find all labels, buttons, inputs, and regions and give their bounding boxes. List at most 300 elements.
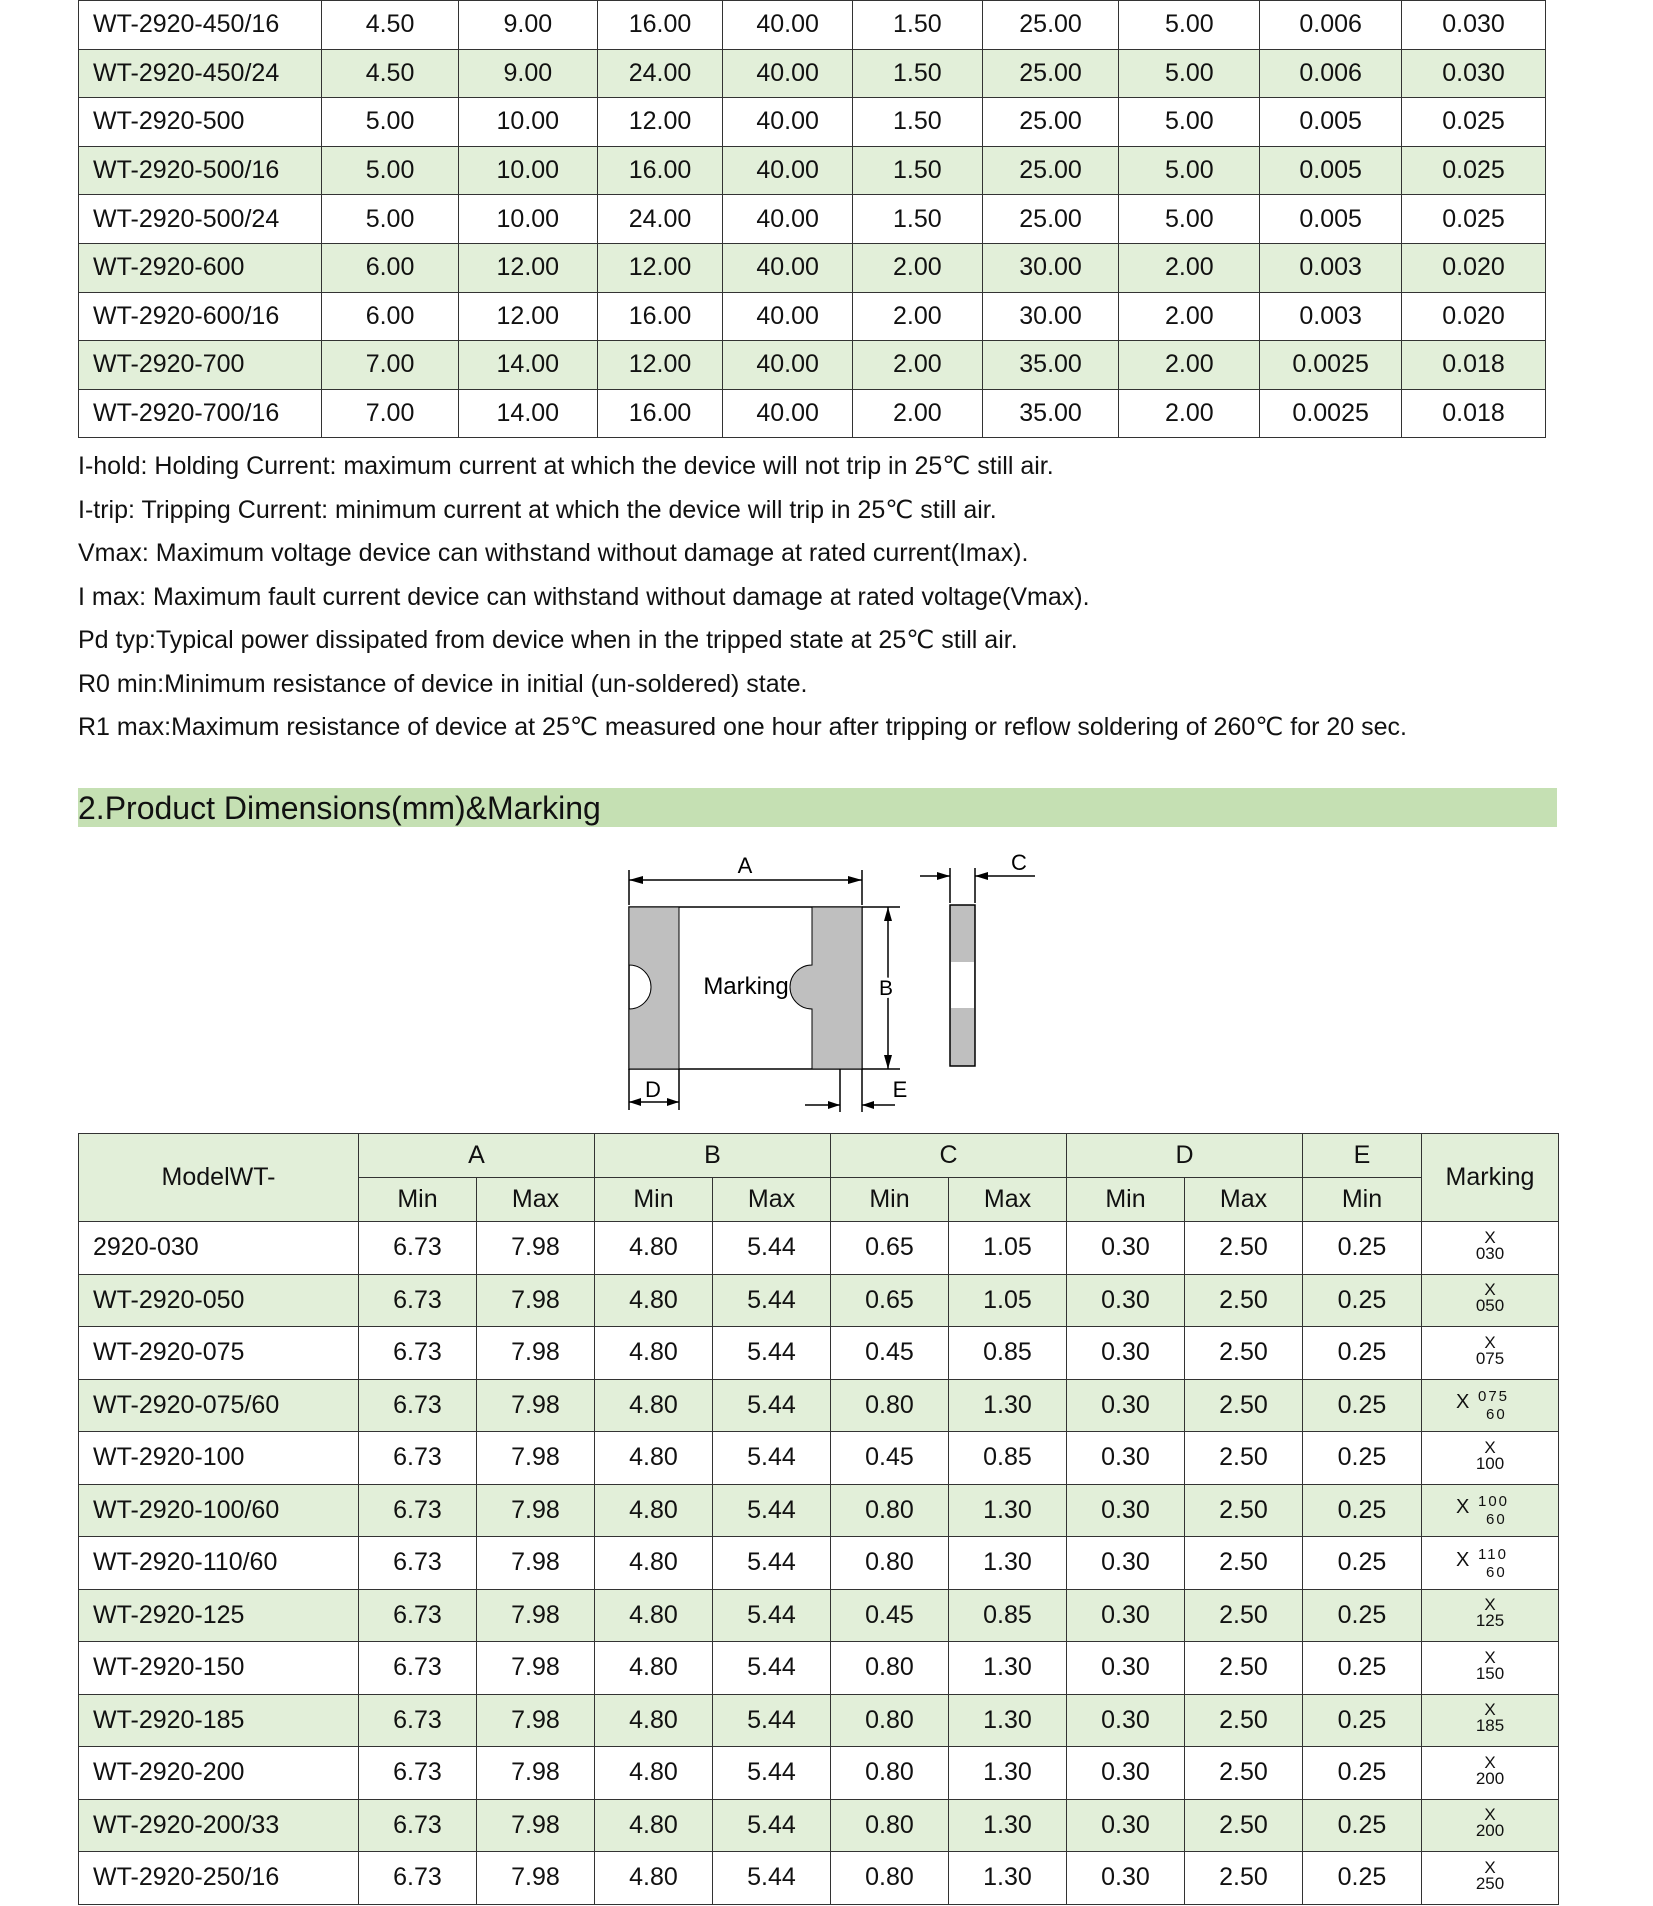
value-cell: 0.30 — [1067, 1747, 1185, 1800]
value-cell: 0.25 — [1303, 1694, 1422, 1747]
value-cell: 5.00 — [1119, 49, 1260, 98]
value-cell: 2.50 — [1185, 1222, 1303, 1275]
marking-current-code: 250 — [1475, 1873, 1505, 1893]
model-cell: WT-2920-100/60 — [79, 1484, 359, 1537]
value-cell: 30.00 — [982, 243, 1119, 292]
marking-current-code: 125 — [1475, 1611, 1505, 1631]
table-row — [79, 1799, 1559, 1852]
value-cell: 5.44 — [713, 1379, 831, 1432]
table-row — [79, 1642, 1559, 1695]
label-b: B — [878, 977, 894, 1000]
model-cell: WT-2920-075 — [79, 1327, 359, 1380]
value-cell: 25.00 — [982, 1, 1119, 50]
value-cell: 0.30 — [1067, 1537, 1185, 1590]
value-cell: 5.44 — [713, 1432, 831, 1485]
value-cell: 5.44 — [713, 1274, 831, 1327]
dimensions-table — [78, 1133, 1559, 1905]
section-title: 2.Product Dimensions(mm)&Marking — [78, 788, 1557, 827]
value-cell: 40.00 — [723, 49, 853, 98]
value-cell: 35.00 — [982, 341, 1119, 390]
value-cell: 4.80 — [595, 1379, 713, 1432]
value-cell: 7.98 — [477, 1537, 595, 1590]
marking-cell — [1422, 1799, 1559, 1852]
value-cell: 24.00 — [597, 195, 723, 244]
value-cell: 12.00 — [597, 341, 723, 390]
value-cell: 0.0025 — [1260, 341, 1402, 390]
marking-code — [1450, 1855, 1530, 1901]
value-cell: 0.45 — [831, 1327, 949, 1380]
value-cell: 12.00 — [458, 292, 597, 341]
value-cell: 0.020 — [1402, 292, 1546, 341]
marking-code — [1450, 1330, 1530, 1376]
value-cell: 4.80 — [595, 1589, 713, 1642]
value-cell: 2.00 — [1119, 292, 1260, 341]
table-row — [79, 1484, 1559, 1537]
marking-cell — [1422, 1852, 1559, 1905]
table-row — [79, 341, 1546, 390]
value-cell: 0.018 — [1402, 341, 1546, 390]
marking-code — [1450, 1435, 1530, 1481]
value-cell: 4.80 — [595, 1537, 713, 1590]
marking-cell — [1422, 1222, 1559, 1275]
value-cell: 35.00 — [982, 389, 1119, 438]
value-cell: 4.80 — [595, 1274, 713, 1327]
value-cell: 1.30 — [949, 1799, 1067, 1852]
value-cell: 9.00 — [458, 1, 597, 50]
value-cell: 6.73 — [359, 1432, 477, 1485]
marking-x: X — [1484, 1647, 1496, 1667]
model-cell: WT-2920-600/16 — [79, 292, 322, 341]
value-cell: 2.50 — [1185, 1589, 1303, 1642]
marking-current-code: 100 — [1478, 1493, 1510, 1511]
dimensions-table-body — [79, 1222, 1559, 1905]
model-cell: WT-2920-050 — [79, 1274, 359, 1327]
value-cell: 0.25 — [1303, 1799, 1422, 1852]
value-cell: 4.50 — [322, 1, 459, 50]
marking-cell — [1422, 1432, 1559, 1485]
value-cell: 6.00 — [322, 292, 459, 341]
value-cell: 16.00 — [597, 1, 723, 50]
header-group-b: B — [595, 1134, 831, 1178]
value-cell: 7.98 — [477, 1484, 595, 1537]
model-cell: WT-2920-200/33 — [79, 1799, 359, 1852]
note-pd: Pd typ:Typical power dissipated from device when in the tripped state at 25℃ still air. — [78, 626, 1018, 654]
marking-voltage-code: 60 — [1486, 1511, 1507, 1529]
definitions-notes — [78, 445, 1578, 750]
label-c: C — [1011, 850, 1027, 875]
model-cell: WT-2920-250/16 — [79, 1852, 359, 1905]
value-cell: 2.50 — [1185, 1694, 1303, 1747]
value-cell: 0.80 — [831, 1379, 949, 1432]
marking-cell — [1422, 1589, 1559, 1642]
value-cell: 7.00 — [322, 389, 459, 438]
value-cell: 5.00 — [1119, 98, 1260, 147]
value-cell: 0.25 — [1303, 1589, 1422, 1642]
label-a: A — [737, 853, 753, 878]
value-cell: 40.00 — [723, 98, 853, 147]
header-sub: Min — [831, 1178, 949, 1222]
value-cell: 2.50 — [1185, 1799, 1303, 1852]
value-cell: 5.44 — [713, 1589, 831, 1642]
value-cell: 7.98 — [477, 1432, 595, 1485]
value-cell: 2.50 — [1185, 1484, 1303, 1537]
value-cell: 0.006 — [1260, 49, 1402, 98]
marking-code — [1450, 1277, 1530, 1323]
value-cell: 7.98 — [477, 1222, 595, 1275]
value-cell: 1.05 — [949, 1222, 1067, 1275]
value-cell: 16.00 — [597, 146, 723, 195]
value-cell: 6.73 — [359, 1484, 477, 1537]
model-cell: WT-2920-200 — [79, 1747, 359, 1800]
value-cell: 6.73 — [359, 1589, 477, 1642]
marking-current-code: 200 — [1475, 1821, 1505, 1841]
value-cell: 40.00 — [723, 195, 853, 244]
value-cell: 0.005 — [1260, 146, 1402, 195]
value-cell: 0.005 — [1260, 98, 1402, 147]
value-cell: 40.00 — [723, 292, 853, 341]
value-cell: 0.30 — [1067, 1222, 1185, 1275]
value-cell: 5.00 — [1119, 1, 1260, 50]
marking-code — [1450, 1750, 1530, 1796]
value-cell: 4.80 — [595, 1327, 713, 1380]
value-cell: 5.00 — [1119, 146, 1260, 195]
value-cell: 1.30 — [949, 1747, 1067, 1800]
value-cell: 2.50 — [1185, 1379, 1303, 1432]
note-imax: I max: Maximum fault current device can withstand without damage at rated voltage(Vmax). — [78, 582, 1090, 611]
value-cell: 0.80 — [831, 1694, 949, 1747]
table-row — [79, 1589, 1559, 1642]
spec-table — [78, 0, 1546, 438]
marking-x: X — [1484, 1805, 1496, 1825]
header-sub: Min — [1303, 1178, 1422, 1222]
value-cell: 0.25 — [1303, 1852, 1422, 1905]
marking-code — [1450, 1802, 1530, 1848]
value-cell: 7.98 — [477, 1379, 595, 1432]
marking-code — [1450, 1592, 1530, 1638]
value-cell: 2.50 — [1185, 1642, 1303, 1695]
value-cell: 25.00 — [982, 98, 1119, 147]
value-cell: 0.30 — [1067, 1327, 1185, 1380]
model-cell: WT-2920-075/60 — [79, 1379, 359, 1432]
header-sub: Max — [949, 1178, 1067, 1222]
value-cell: 12.00 — [597, 243, 723, 292]
header-sub: Min — [359, 1178, 477, 1222]
table-row — [79, 49, 1546, 98]
value-cell: 5.44 — [713, 1852, 831, 1905]
value-cell: 7.98 — [477, 1274, 595, 1327]
value-cell: 1.50 — [853, 49, 983, 98]
value-cell: 16.00 — [597, 292, 723, 341]
value-cell: 1.50 — [853, 98, 983, 147]
value-cell: 2.50 — [1185, 1274, 1303, 1327]
marking-x: X — [1484, 1332, 1496, 1352]
value-cell: 12.00 — [597, 98, 723, 147]
model-cell: WT-2920-110/60 — [79, 1537, 359, 1590]
marking-x: X — [1484, 1595, 1496, 1615]
value-cell: 5.44 — [713, 1642, 831, 1695]
marking-current-code: 150 — [1475, 1663, 1505, 1683]
model-cell: WT-2920-185 — [79, 1694, 359, 1747]
value-cell: 0.30 — [1067, 1852, 1185, 1905]
header-marking: Marking — [1422, 1134, 1559, 1222]
model-cell: WT-2920-100 — [79, 1432, 359, 1485]
value-cell: 4.80 — [595, 1747, 713, 1800]
marking-x: X — [1484, 1280, 1496, 1300]
value-cell: 0.020 — [1402, 243, 1546, 292]
value-cell: 7.98 — [477, 1589, 595, 1642]
marking-cell — [1422, 1642, 1559, 1695]
label-d: D — [645, 1077, 661, 1102]
marking-code — [1450, 1697, 1530, 1743]
table-row — [79, 1222, 1559, 1275]
value-cell: 0.025 — [1402, 98, 1546, 147]
value-cell: 0.025 — [1402, 195, 1546, 244]
model-cell: WT-2920-500/16 — [79, 146, 322, 195]
model-cell: WT-2920-125 — [79, 1589, 359, 1642]
value-cell: 5.44 — [713, 1222, 831, 1275]
value-cell: 14.00 — [458, 341, 597, 390]
value-cell: 6.73 — [359, 1852, 477, 1905]
value-cell: 4.50 — [322, 49, 459, 98]
marking-current-code: 185 — [1475, 1716, 1505, 1736]
value-cell: 1.30 — [949, 1537, 1067, 1590]
value-cell: 1.30 — [949, 1484, 1067, 1537]
value-cell: 0.30 — [1067, 1432, 1185, 1485]
value-cell: 25.00 — [982, 195, 1119, 244]
value-cell: 2.00 — [1119, 389, 1260, 438]
value-cell: 0.80 — [831, 1642, 949, 1695]
marking-current-code: 200 — [1475, 1768, 1505, 1788]
value-cell: 10.00 — [458, 146, 597, 195]
marking-code — [1450, 1540, 1530, 1586]
value-cell: 2.00 — [1119, 243, 1260, 292]
value-cell: 2.50 — [1185, 1537, 1303, 1590]
value-cell: 0.85 — [949, 1589, 1067, 1642]
value-cell: 0.80 — [831, 1852, 949, 1905]
note-r0: R0 min:Minimum resistance of device in initial (un-soldered) state. — [78, 669, 808, 698]
header-model: ModelWT- — [79, 1134, 359, 1222]
value-cell: 1.05 — [949, 1274, 1067, 1327]
marking-cell — [1422, 1694, 1559, 1747]
value-cell: 5.44 — [713, 1799, 831, 1852]
value-cell: 0.25 — [1303, 1484, 1422, 1537]
marking-x: X — [1456, 1548, 1470, 1571]
header-sub: Max — [1185, 1178, 1303, 1222]
header-group-e: E — [1303, 1134, 1422, 1178]
value-cell: 1.30 — [949, 1642, 1067, 1695]
value-cell: 0.25 — [1303, 1222, 1422, 1275]
value-cell: 25.00 — [982, 146, 1119, 195]
value-cell: 0.018 — [1402, 389, 1546, 438]
value-cell: 2.50 — [1185, 1432, 1303, 1485]
value-cell: 0.006 — [1260, 1, 1402, 50]
value-cell: 0.25 — [1303, 1379, 1422, 1432]
table-row — [79, 1274, 1559, 1327]
note-itrip: I-trip: Tripping Current: minimum current at which the device will trip in 25℃ still air. — [78, 495, 997, 524]
value-cell: 5.00 — [322, 195, 459, 244]
value-cell: 5.00 — [322, 98, 459, 147]
marking-x: X — [1484, 1227, 1496, 1247]
table-row — [79, 195, 1546, 244]
marking-cell — [1422, 1327, 1559, 1380]
spec-table-body — [79, 1, 1546, 438]
model-cell: WT-2920-500 — [79, 98, 322, 147]
marking-code — [1450, 1487, 1530, 1533]
value-cell: 0.025 — [1402, 146, 1546, 195]
value-cell: 6.73 — [359, 1537, 477, 1590]
value-cell: 40.00 — [723, 1, 853, 50]
dimension-diagram — [600, 840, 1070, 1120]
value-cell: 4.80 — [595, 1852, 713, 1905]
value-cell: 12.00 — [458, 243, 597, 292]
header-sub: Min — [1067, 1178, 1185, 1222]
model-cell: 2920-030 — [79, 1222, 359, 1275]
value-cell: 0.005 — [1260, 195, 1402, 244]
value-cell: 4.80 — [595, 1799, 713, 1852]
note-ihold: I-hold: Holding Current: maximum current at which the device will not trip in 25℃ still air. — [78, 452, 1054, 480]
value-cell: 7.98 — [477, 1694, 595, 1747]
value-cell: 40.00 — [723, 146, 853, 195]
model-cell: WT-2920-450/24 — [79, 49, 322, 98]
table-row — [79, 1432, 1559, 1485]
value-cell: 0.30 — [1067, 1642, 1185, 1695]
value-cell: 0.65 — [831, 1274, 949, 1327]
value-cell: 1.50 — [853, 146, 983, 195]
value-cell: 0.25 — [1303, 1537, 1422, 1590]
value-cell: 6.73 — [359, 1327, 477, 1380]
value-cell: 0.030 — [1402, 1, 1546, 50]
value-cell: 40.00 — [723, 389, 853, 438]
header-group-a: A — [359, 1134, 595, 1178]
value-cell: 1.30 — [949, 1694, 1067, 1747]
value-cell: 0.45 — [831, 1589, 949, 1642]
marking-voltage-code: 60 — [1486, 1406, 1507, 1424]
value-cell: 0.25 — [1303, 1642, 1422, 1695]
value-cell: 0.25 — [1303, 1274, 1422, 1327]
value-cell: 6.73 — [359, 1747, 477, 1800]
value-cell: 0.30 — [1067, 1274, 1185, 1327]
value-cell: 4.80 — [595, 1432, 713, 1485]
header-sub: Min — [595, 1178, 713, 1222]
value-cell: 6.73 — [359, 1642, 477, 1695]
value-cell: 5.44 — [713, 1327, 831, 1380]
value-cell: 7.98 — [477, 1799, 595, 1852]
header-sub: Max — [477, 1178, 595, 1222]
value-cell: 0.003 — [1260, 292, 1402, 341]
value-cell: 6.73 — [359, 1379, 477, 1432]
table-row — [79, 146, 1546, 195]
model-cell: WT-2920-150 — [79, 1642, 359, 1695]
value-cell: 2.50 — [1185, 1852, 1303, 1905]
value-cell: 0.0025 — [1260, 389, 1402, 438]
value-cell: 7.98 — [477, 1852, 595, 1905]
marking-x: X — [1484, 1857, 1496, 1877]
marking-label: Marking — [703, 973, 789, 1000]
marking-current-code: 050 — [1475, 1296, 1505, 1316]
marking-code — [1450, 1225, 1530, 1271]
value-cell: 0.85 — [949, 1432, 1067, 1485]
value-cell: 0.30 — [1067, 1379, 1185, 1432]
marking-current-code: 075 — [1478, 1388, 1510, 1406]
value-cell: 4.80 — [595, 1484, 713, 1537]
marking-voltage-code: 60 — [1486, 1563, 1507, 1581]
table-row — [79, 1379, 1559, 1432]
marking-code — [1450, 1382, 1530, 1428]
marking-current-code: 075 — [1475, 1348, 1505, 1368]
value-cell: 5.44 — [713, 1484, 831, 1537]
model-cell: WT-2920-700 — [79, 341, 322, 390]
value-cell: 2.00 — [853, 243, 983, 292]
table-row — [79, 243, 1546, 292]
value-cell: 0.80 — [831, 1484, 949, 1537]
value-cell: 7.98 — [477, 1747, 595, 1800]
table-row — [79, 389, 1546, 438]
note-r1: R1 max:Maximum resistance of device at 25℃ measured one hour after tripping or reflow soldering of 260℃ for 20 sec. — [78, 713, 1408, 741]
model-cell: WT-2920-700/16 — [79, 389, 322, 438]
marking-x: X — [1456, 1391, 1470, 1414]
marking-x: X — [1484, 1700, 1496, 1720]
value-cell: 4.80 — [595, 1694, 713, 1747]
table-row — [79, 1852, 1559, 1905]
value-cell: 0.85 — [949, 1327, 1067, 1380]
value-cell: 7.98 — [477, 1327, 595, 1380]
value-cell: 7.98 — [477, 1642, 595, 1695]
marking-x: X — [1484, 1437, 1496, 1457]
value-cell: 4.80 — [595, 1642, 713, 1695]
header-group-d: D — [1067, 1134, 1303, 1178]
value-cell: 0.30 — [1067, 1484, 1185, 1537]
header-sub: Max — [713, 1178, 831, 1222]
value-cell: 6.73 — [359, 1694, 477, 1747]
value-cell: 5.44 — [713, 1747, 831, 1800]
value-cell: 0.80 — [831, 1799, 949, 1852]
value-cell: 9.00 — [458, 49, 597, 98]
value-cell: 2.50 — [1185, 1327, 1303, 1380]
value-cell: 5.00 — [322, 146, 459, 195]
marking-x: X — [1456, 1496, 1470, 1519]
table-row — [79, 98, 1546, 147]
value-cell: 2.50 — [1185, 1747, 1303, 1800]
marking-cell — [1422, 1484, 1559, 1537]
value-cell: 6.73 — [359, 1799, 477, 1852]
value-cell: 40.00 — [723, 341, 853, 390]
model-cell: WT-2920-500/24 — [79, 195, 322, 244]
value-cell: 16.00 — [597, 389, 723, 438]
value-cell: 0.45 — [831, 1432, 949, 1485]
value-cell: 0.80 — [831, 1747, 949, 1800]
value-cell: 2.00 — [1119, 341, 1260, 390]
value-cell: 0.80 — [831, 1537, 949, 1590]
value-cell: 7.00 — [322, 341, 459, 390]
value-cell: 6.73 — [359, 1222, 477, 1275]
model-cell: WT-2920-450/16 — [79, 1, 322, 50]
value-cell: 0.30 — [1067, 1694, 1185, 1747]
value-cell: 5.00 — [1119, 195, 1260, 244]
value-cell: 1.50 — [853, 195, 983, 244]
value-cell: 10.00 — [458, 98, 597, 147]
note-vmax: Vmax: Maximum voltage device can withstand without damage at rated current(Imax). — [78, 539, 1029, 567]
label-e: E — [892, 1077, 908, 1102]
value-cell: 0.65 — [831, 1222, 949, 1275]
value-cell: 40.00 — [723, 243, 853, 292]
marking-cell — [1422, 1274, 1559, 1327]
value-cell: 25.00 — [982, 49, 1119, 98]
table-row — [79, 292, 1546, 341]
value-cell: 0.30 — [1067, 1589, 1185, 1642]
value-cell: 30.00 — [982, 292, 1119, 341]
value-cell: 0.25 — [1303, 1432, 1422, 1485]
value-cell: 2.00 — [853, 341, 983, 390]
